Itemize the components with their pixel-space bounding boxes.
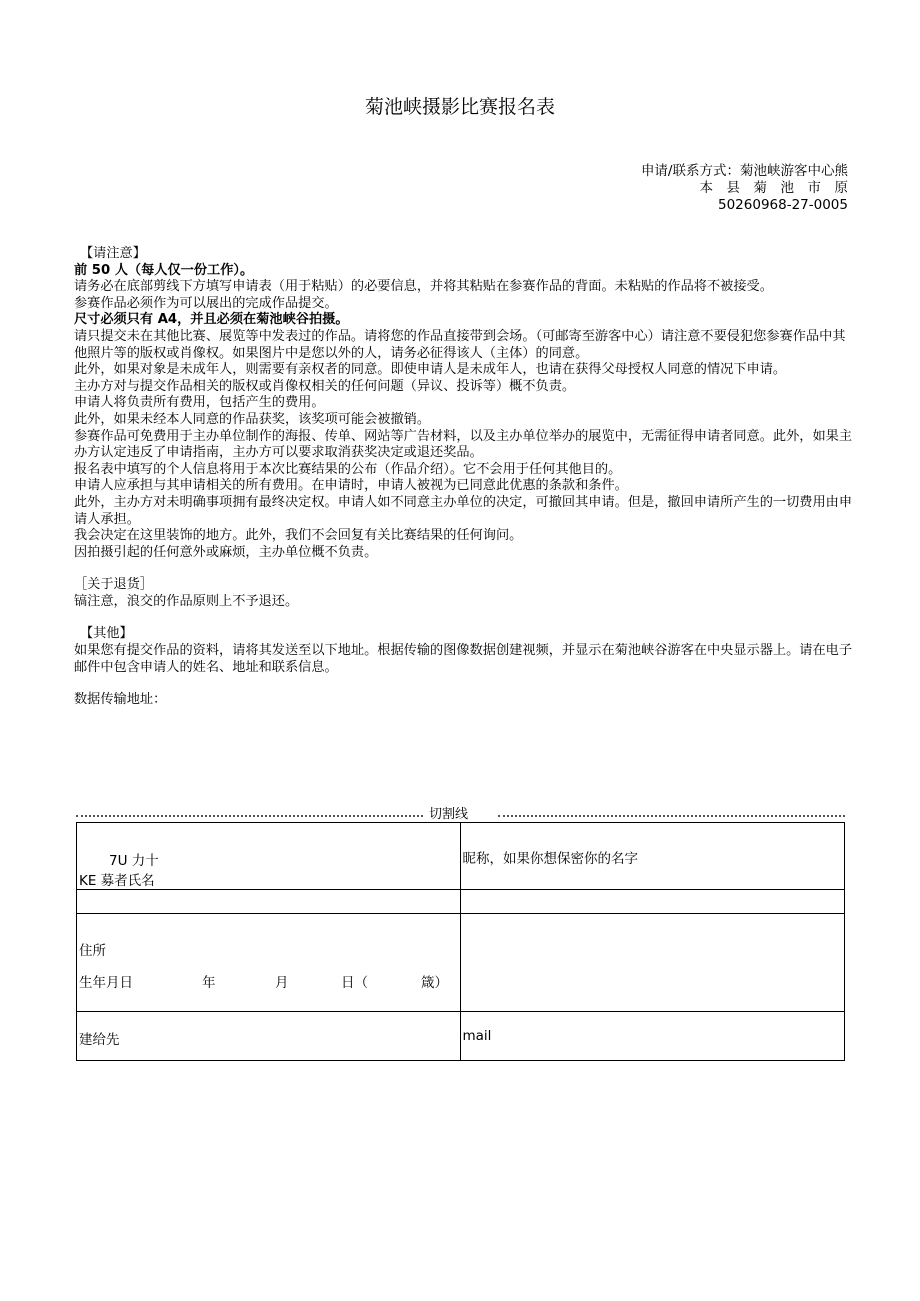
notice-section	[74, 246, 854, 709]
notice-item: 参赛作品必须作为可以展出的完成作品提交。	[74, 295, 338, 311]
nickname-cell[interactable]	[460, 823, 845, 890]
mail-label: mail	[462, 1028, 492, 1044]
other-heading: 【其他】	[80, 626, 133, 642]
notice-item: 我会决定在这里装饰的地方。此外，我们不会回复有关比赛结果的任何询问。	[74, 528, 523, 544]
nickname-label: 昵称，如果你想保密你的名字	[462, 851, 638, 867]
cut-line-label: 切割线	[429, 806, 469, 822]
notice-item: 尺寸必须只有 A4，并且必须在菊池峡谷拍摄。	[74, 312, 349, 328]
contact-line-3: 50260968-27-0005	[718, 197, 848, 213]
notice-item: 申请人将负责所有费用，包括产生的费用。	[74, 395, 325, 411]
notice-item: 主办方对与提交作品相关的版权或肖像权相关的任何问题（异议、投诉等）概不负责。	[74, 378, 576, 394]
notice-item: 报名表中填写的个人信息将用于本次比赛结果的公布（作品介绍）。它不会用于任何其他目的。	[74, 461, 622, 477]
birth-row	[79, 971, 458, 991]
nickname-input-cell[interactable]	[460, 890, 845, 914]
transfer-label: 数据传输地址：	[74, 692, 167, 708]
notice-item: 请只提交未在其他比赛、展览等中发表过的作品。请将您的作品直接带到会场。（可邮寄至游客中心）请注意不要侵犯您参赛作品中其他照片等的版权或肖像权。如果图片中是您以外的人，请务必征得该人（主体）的同意。	[74, 328, 846, 361]
application-form	[76, 822, 845, 1061]
notice-item: 前 50 人（每人仅一份工作）。	[74, 262, 254, 278]
birth-label: 生年月日	[79, 975, 133, 991]
address-label: 住所	[79, 943, 106, 959]
name-input-cell[interactable]	[77, 890, 461, 914]
furigana-label: 7U 力十	[109, 853, 159, 869]
notice-item: 此外，如果未经本人同意的作品获奖，该奖项可能会被撤销。	[74, 411, 431, 427]
applicant-name-label: KE 募者氏名	[79, 873, 155, 889]
notice-item: 参赛作品可免费用于主办单位制作的海报、传单、网站等广告材料，以及主办单位举办的展览中，无需征得申请者同意。此外，如果主办方认定违反了申请指南，主办方可以要求取消获奖决定或退还奖品。	[74, 428, 853, 461]
cut-line	[76, 803, 845, 821]
month-label: 月	[275, 975, 289, 991]
notice-item: 此外，如果对象是未成年人，则需要有亲权者的同意。即使申请人是未成年人，也请在获得父母授权人同意的情况下申请。	[74, 362, 787, 378]
day-label: 日（	[341, 975, 368, 991]
cut-line-dots-left	[76, 815, 423, 817]
notice-item: 申请人应承担与其申请相关的所有费用。在申请时，申请人被视为已同意此优惠的条款和条件。	[74, 478, 628, 494]
notice-heading: 【请注意】	[80, 246, 146, 261]
cut-line-dots-right	[498, 815, 845, 817]
name-cell[interactable]	[77, 823, 461, 890]
returns-heading: ［关于退货］	[74, 577, 154, 593]
notice-item: 请务必在底部剪线下方填写申请表（用于粘贴）的必要信息，并将其粘贴在参赛作品的背面。未粘贴的作品将不被接受。	[74, 279, 773, 295]
age-label: 箴）	[421, 975, 448, 991]
year-label: 年	[202, 975, 216, 991]
other-text: 如果您有提交作品的资料，请将其发送至以下地址。根据传输的图像数据创建视频，并显示在菊池峡谷游客在中央显示器上。请在电子邮件中包含申请人的姓名、地址和联系信息。	[74, 643, 853, 675]
contact-line-2: 本 县 菊 池 市 原	[699, 180, 848, 196]
contact-block	[641, 163, 848, 214]
returns-text: 镐注意，浪交的作品原则上不予退还。	[74, 593, 299, 609]
address-birth-cell[interactable]	[77, 914, 461, 1012]
notice-item: 此外，主办方对未明确事项拥有最终决定权。申请人如不同意主办单位的决定，可撤回其申请。但是，撤回申请所产生的一切费用由申请人承担。	[74, 494, 853, 527]
contact-cell[interactable]	[77, 1012, 461, 1061]
page-title: 菊池峡摄影比赛报名表	[364, 96, 555, 118]
address-input-cell[interactable]	[460, 914, 845, 1012]
contact-line-1: 申请/联系方式：菊池峡游客中心熊	[640, 163, 848, 179]
mail-cell[interactable]	[460, 1012, 845, 1061]
contact-label: 建给先	[79, 1032, 120, 1048]
notice-item: 因拍摄引起的任何意外或麻烦，主办单位概不负责。	[74, 544, 378, 560]
